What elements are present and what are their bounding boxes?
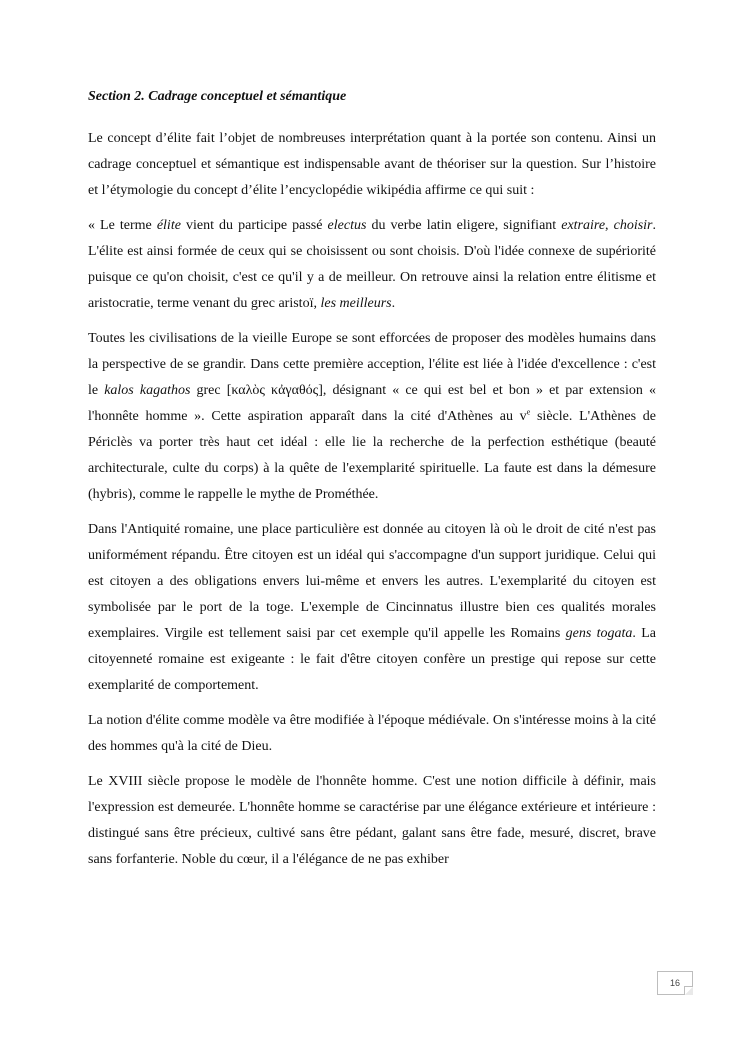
text-run: . L'élite est ainsi formée de ceux qui se choisissent ou sont choisis. D'où l'idée connexe de supériorité puisque ce qu'on choisit, c'est ce qu'il y a de meilleur. On retrouve ainsi la relation entre élitisme et aristocratie, terme venant du grec aristoï, (88, 218, 656, 311)
paragraph-quote-etymology (88, 213, 656, 317)
paragraph-europe (88, 326, 656, 508)
text-run: . La citoyenneté romaine est exigeante : le fait d'être citoyen confère un prestige qui repose sur cette exemplarité de comportement. (88, 626, 656, 693)
italic-term: kalos kagathos (104, 383, 191, 398)
paragraph-medieval: La notion d'élite comme modèle va être modifiée à l'époque médiévale. On s'intéresse moins à la cité des hommes qu'à la cité de Dieu. (88, 713, 656, 754)
italic-term: gens togata (565, 626, 633, 641)
italic-term: extraire (561, 218, 606, 233)
page-number: 16 (657, 971, 693, 995)
italic-term: élite (156, 218, 181, 233)
text-run: . (391, 296, 396, 311)
paragraph-rome (88, 517, 656, 699)
text-run: siècle. L'Athènes de Périclès va porter très haut cet idéal : elle lie la recherche de la perfection esthétique (beauté architecturale, culte du corps) à la quête de l'exemplarité spirituelle. La faute est dans la démesure (hybris), comme le rappelle le mythe de Prométhée. (88, 409, 656, 502)
italic-term: electus (327, 218, 367, 233)
section-heading: Section 2. Cadrage conceptuel et sémantique (88, 89, 347, 104)
text-run: Toutes les civilisations de la vieille Europe se sont efforcées de proposer des modèles humains dans la perspective de se grandir. Dans cette première acception, l'élite est liée à l'idée d'excellence : c'est le (88, 331, 656, 398)
text-run: , (605, 218, 614, 233)
text-run: « Le terme (88, 218, 157, 233)
paragraph-honnete-homme: Le XVIII siècle propose le modèle de l'honnête homme. C'est une notion difficile à définir, mais l'expression est demeurée. L'honnête homme se caractérise par une élégance extérieure et intérieure : distingué sans être précieux, cultivé sans être pédant, galant sans être fade, mesuré, discret, brave sans forfanterie. Noble du cœur, il a l'élégance de ne pas exhiber (88, 774, 656, 867)
text-run: vient du participe passé (180, 218, 328, 233)
text-run: Dans l'Antiquité romaine, une place particulière est donnée au citoyen là où le droit de cité n'est pas uniformément répandu. Être citoyen est un idéal qui s'accompagne d'un support juridique. Celui qui est citoyen a des obligations envers lui-même et envers les autres. L'exemplarité du citoyen est symbolisée par le port de la toge. L'exemple de Cincinnatus illustre bien ces qualités morales exemplaires. Virgile est tellement saisi par cet exemple qu'il appelle les Romains (88, 522, 656, 641)
superscript: e (526, 407, 531, 417)
italic-term: choisir (613, 218, 653, 233)
paragraph-intro: Le concept d’élite fait l’objet de nombreuses interprétation quant à la portée son contenu. Ainsi un cadrage conceptuel et sémantique est indispensable avant de théoriser sur la question. Sur l’histoire et l’étymologie du concept d’élite l’encyclopédie wikipédia affirme ce qui suit : (88, 131, 656, 198)
text-run: grec [καλὸς κἀγαθός], désignant « ce qui est bel et bon » et par extension « l'honnête homme ». Cette aspiration apparaît dans la cité d'Athènes au v (88, 383, 656, 424)
italic-term: les meilleurs (320, 296, 392, 311)
text-run: du verbe latin eligere, signifiant (366, 218, 562, 233)
page-body (88, 84, 656, 882)
